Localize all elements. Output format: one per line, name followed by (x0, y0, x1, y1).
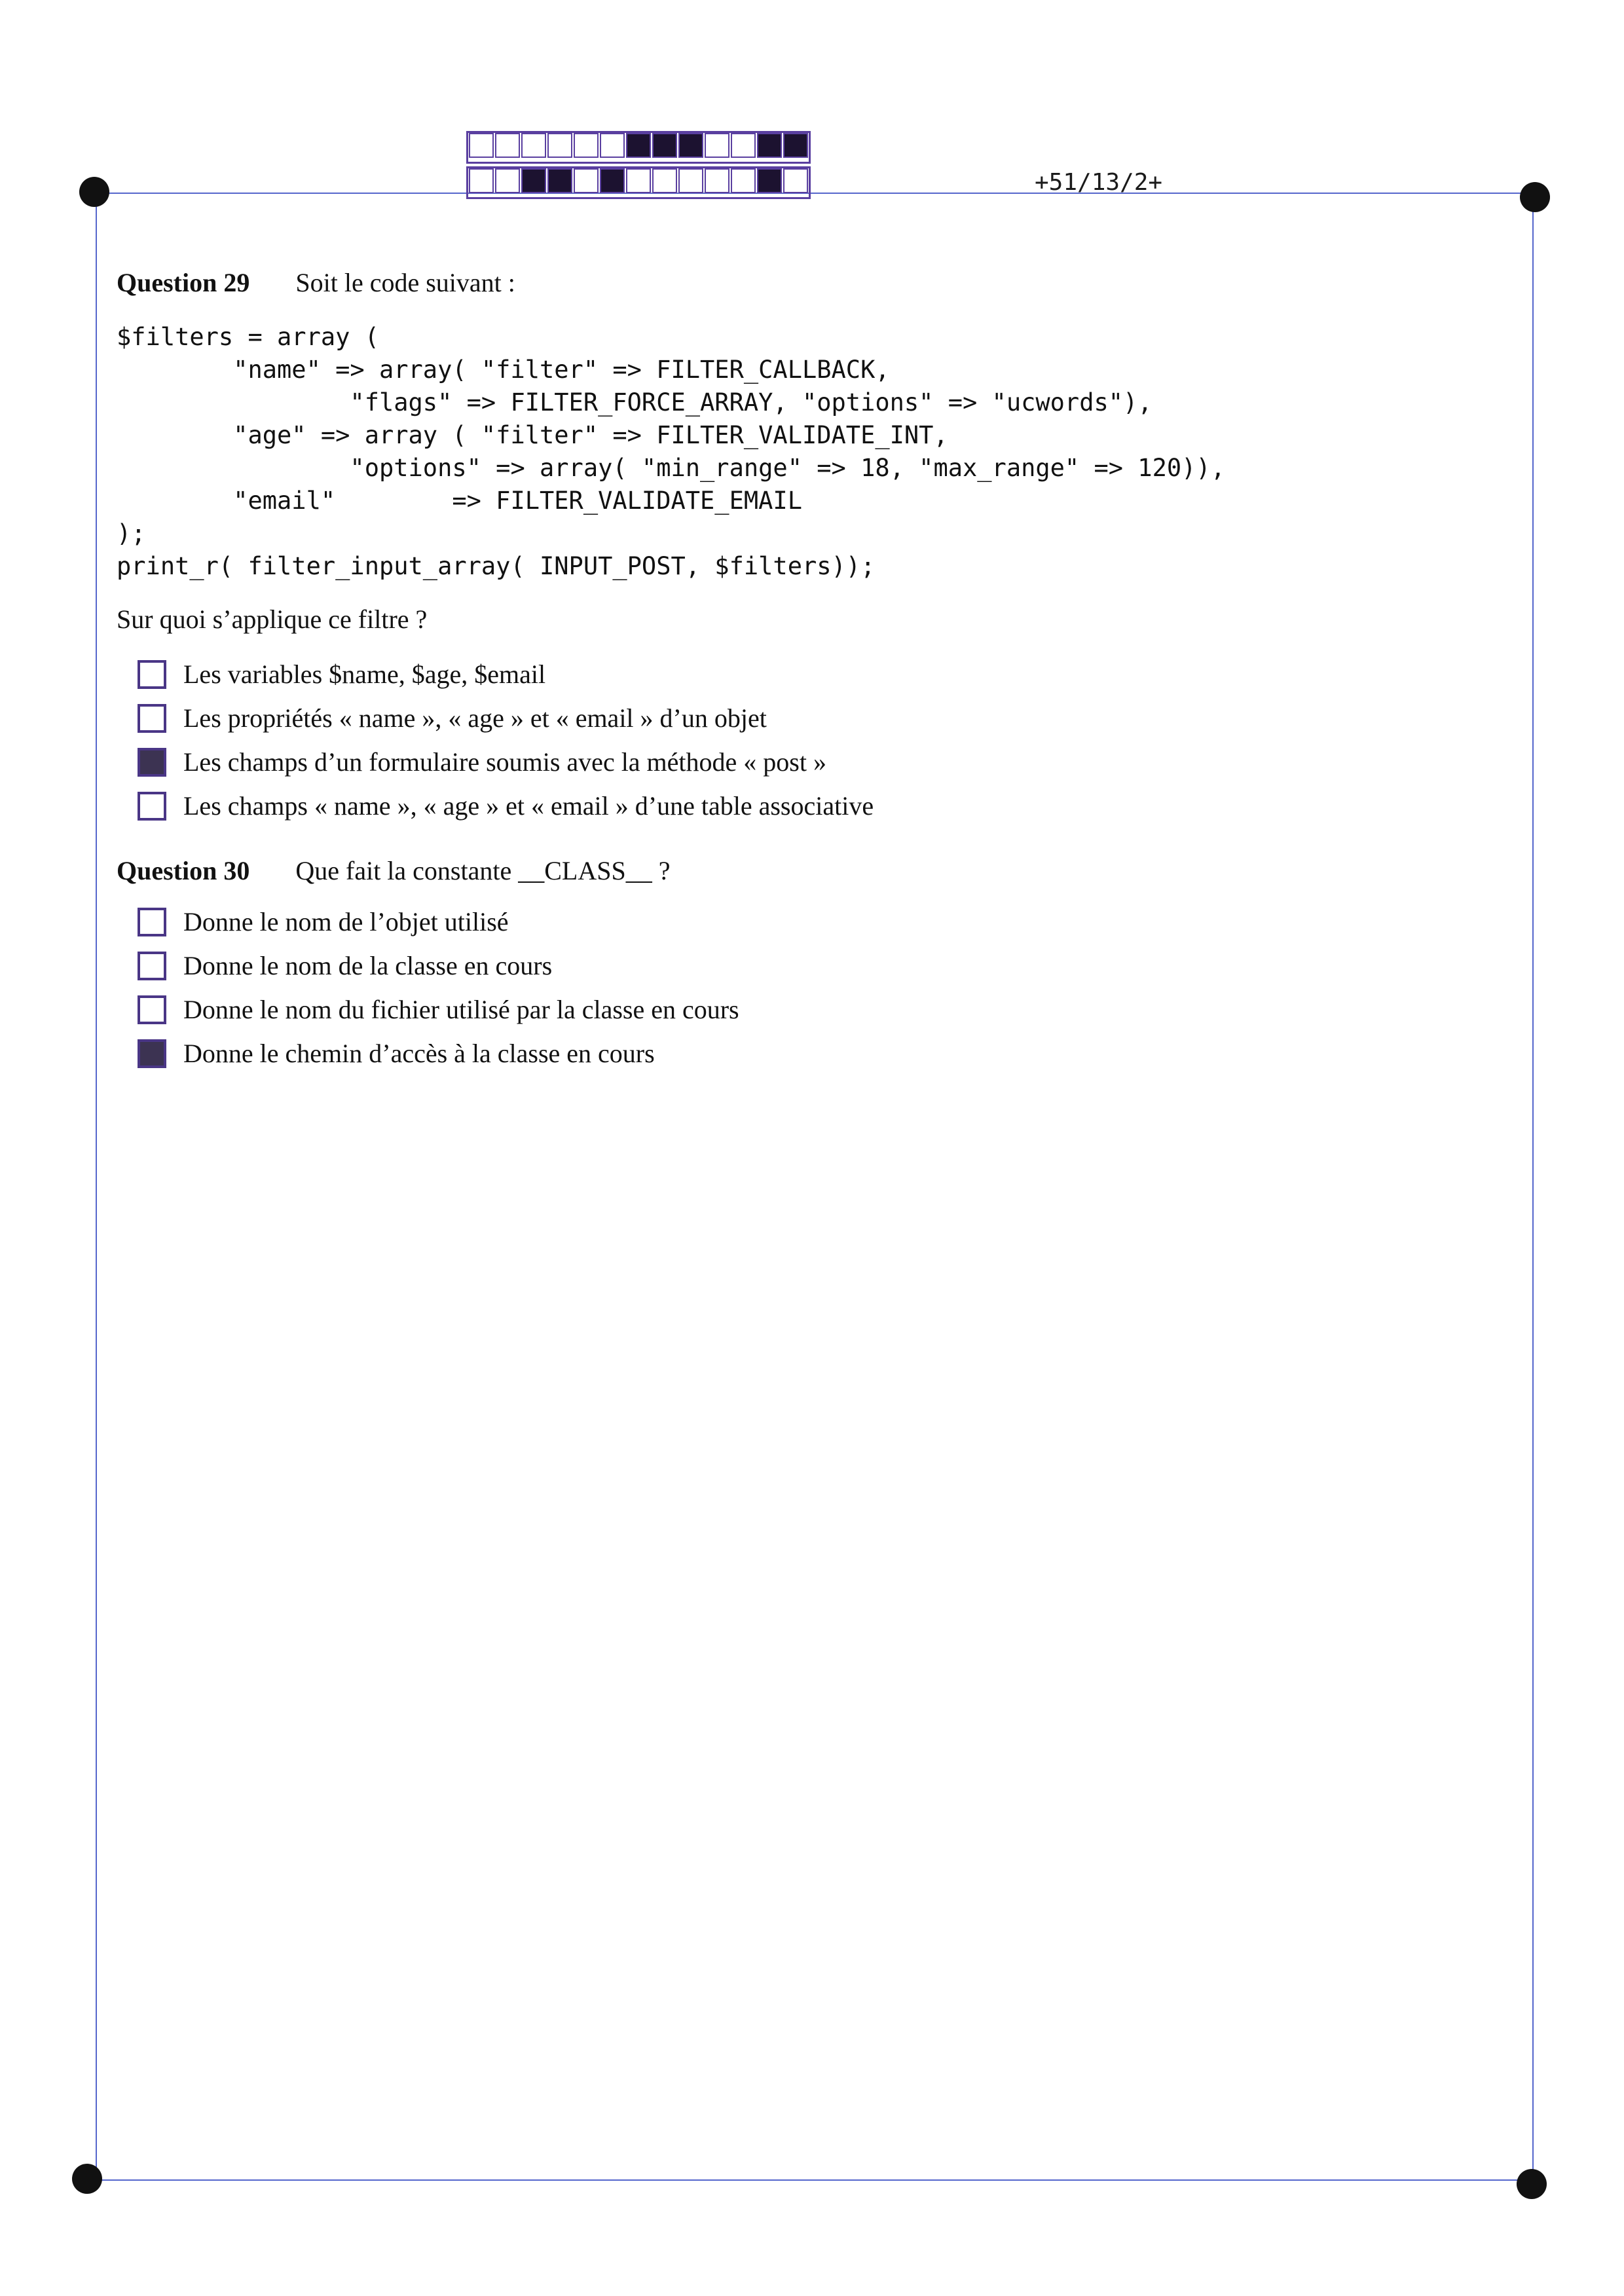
checkbox[interactable] (138, 995, 166, 1024)
code-block: $filters = array ( "name" => array( "filter" => FILTER_CALLBACK, "flags" => FILTER_FORCE_ARRAY, "options" => "ucwords"), "age" => array ( "filter" => FILTER_VALIDATE_INT, "options" => array( "min_range" => 18, "max_range" => 120)), "email" => FILTER_VALIDATE_EMAIL ); print_r( filter_input_array( INPUT_POST, $filters)); (117, 323, 1225, 580)
corner-marker-top-right (1520, 182, 1550, 212)
barcode-cell (469, 168, 494, 193)
barcode-cell (652, 168, 677, 193)
barcode-cell (600, 133, 625, 158)
barcode-cell (783, 168, 808, 193)
barcode-cell (495, 168, 520, 193)
barcode-cell (626, 168, 651, 193)
question-number: Question 30 (117, 856, 250, 885)
question-29-heading (117, 267, 515, 298)
corner-marker-top-left (79, 177, 109, 207)
barcode-cell (678, 133, 703, 158)
barcode-cell (469, 133, 494, 158)
question-number: Question 29 (117, 268, 250, 297)
question-intro: Soit le code suivant : (295, 268, 515, 297)
answer-option[interactable] (138, 652, 874, 696)
barcode-cell (521, 133, 546, 158)
answer-option[interactable] (138, 944, 739, 988)
question-prompt: Sur quoi s’applique ce filtre ? (117, 604, 428, 634)
answer-label: Les variables $name, $age, $email (183, 659, 546, 689)
answer-option[interactable] (138, 988, 739, 1031)
corner-marker-bottom-left (72, 2164, 102, 2194)
answer-label: Donne le chemin d’accès à la classe en cours (183, 1039, 655, 1068)
barcode-cell (547, 168, 572, 193)
answer-label: Donne le nom de la classe en cours (183, 951, 553, 980)
checkbox[interactable] (138, 704, 166, 733)
answer-option[interactable] (138, 1031, 739, 1075)
checked-checkbox[interactable] (138, 1039, 166, 1068)
barcode-cell (521, 168, 546, 193)
answer-option[interactable] (138, 784, 874, 828)
checkbox[interactable] (138, 908, 166, 936)
barcode-cell (731, 168, 756, 193)
question-30-heading (117, 855, 670, 886)
barcode-cell (705, 168, 729, 193)
checkbox[interactable] (138, 660, 166, 689)
barcode-cell (574, 133, 599, 158)
barcode-cell (757, 133, 782, 158)
barcode-cell (574, 168, 599, 193)
barcode-cell (495, 133, 520, 158)
barcode-cell (705, 133, 729, 158)
question-30-options (138, 900, 739, 1075)
checked-checkbox[interactable] (138, 748, 166, 777)
barcode-cell (731, 133, 756, 158)
barcode-row-1 (466, 131, 811, 164)
question-29-options (138, 652, 874, 828)
barcode-cell (757, 168, 782, 193)
answer-label: Les champs « name », « age » et « email » d’une table associative (183, 791, 874, 821)
answer-label: Les champs d’un formulaire soumis avec la méthode « post » (183, 747, 826, 777)
answer-option[interactable] (138, 900, 739, 944)
barcode-cell (626, 133, 651, 158)
barcode-row-2 (466, 166, 811, 199)
checkbox[interactable] (138, 792, 166, 821)
answer-label: Donne le nom du fichier utilisé par la classe en cours (183, 995, 739, 1024)
answer-option[interactable] (138, 696, 874, 740)
page-id: +51/13/2+ (1035, 169, 1163, 196)
question-intro: Que fait la constante __CLASS__ ? (295, 856, 671, 885)
barcode-cell (547, 133, 572, 158)
barcode-cell (652, 133, 677, 158)
answer-label: Donne le nom de l’objet utilisé (183, 907, 509, 936)
corner-marker-bottom-right (1517, 2169, 1547, 2199)
checkbox[interactable] (138, 952, 166, 980)
barcode-cell (783, 133, 808, 158)
barcode-cell (600, 168, 625, 193)
answer-option[interactable] (138, 740, 874, 784)
id-barcode (466, 131, 811, 202)
barcode-cell (678, 168, 703, 193)
answer-label: Les propriétés « name », « age » et « email » d’un objet (183, 703, 767, 733)
